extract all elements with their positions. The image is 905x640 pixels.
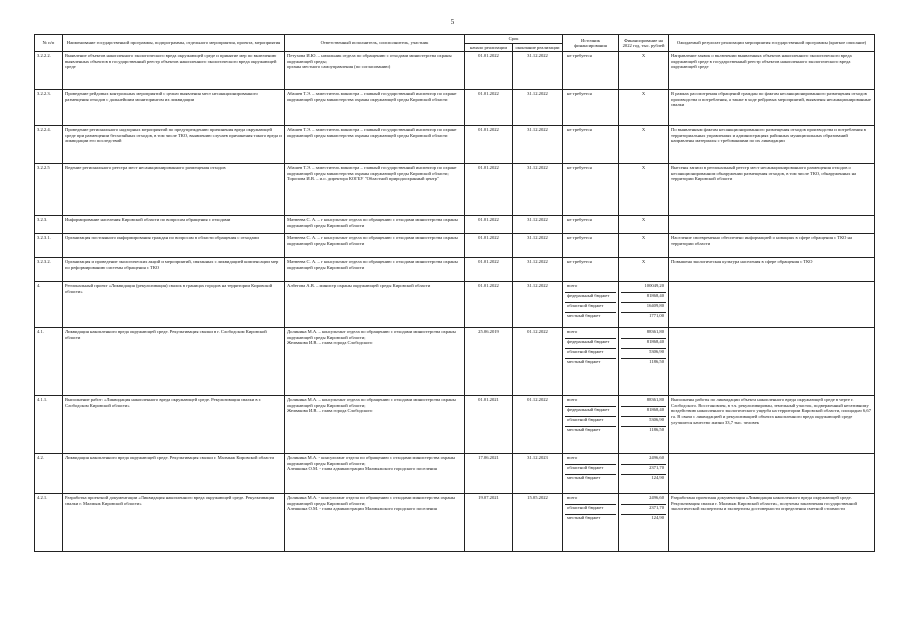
row-executor: Матвеева С. А. – г консультант отдела по обращению с отходами министерства охраны окружающей среды Кировской области — [285, 258, 465, 282]
row-name: Организация постоянного информирования граждан по вопросам в области обращения с отходами — [63, 234, 285, 258]
source-line: областной бюджет — [565, 505, 616, 515]
row-number: 3.2.2.5 — [35, 164, 63, 216]
row-number: 3.2.3.1. — [35, 234, 63, 258]
source-line: не требуется — [567, 235, 592, 241]
row-source — [563, 216, 619, 234]
row-start-date: 01.01.2021 — [465, 396, 513, 454]
amount-line: 2371,70 — [621, 505, 666, 515]
row-executor: Долинина М.А. - консультант отдела по обращению с отходами министерства охраны окружающей среды Кировской области; Алешкина О.М. - глава администрации Малмыжского городского поселения — [285, 494, 465, 552]
table-row — [35, 454, 875, 494]
row-name: Ликвидация накопленного вреда окружающей среде. Рекультивация свалки г. Малмыж Кировской области — [63, 454, 285, 494]
table-row — [35, 282, 875, 328]
row-start-date: 17.06.2021 — [465, 454, 513, 494]
source-line: не требуется — [567, 165, 592, 171]
row-name: Выполнение работ: «Ликвидация накопленного вреда окружающей среде. Рекультивация свалки в г. Слободском Кировской области» — [63, 396, 285, 454]
row-result: В рамках рассмотрения обращений граждан по фактам несанкционированного размещения отходов производства и потребления, а также в ходе рейдовых мероприятий, выявлены несанкционированные свалки — [669, 90, 875, 126]
row-start-date: 01.01.2022 — [465, 90, 513, 126]
row-source — [563, 282, 619, 328]
row-start-date: 25.06.2019 — [465, 328, 513, 396]
row-source — [563, 396, 619, 454]
source-line: не требуется — [567, 259, 592, 265]
row-amount — [619, 328, 669, 396]
header-end: окончание реализации — [513, 43, 563, 52]
row-source — [563, 494, 619, 552]
row-start-date: 01.01.2022 — [465, 164, 513, 216]
row-number: 4.2.1. — [35, 494, 63, 552]
row-executor: Петухова И.Ю. – начальник отдела по обращению с отходами министерства охраны окружающей среды; органы местного самоуправления (по согласованию) — [285, 52, 465, 90]
source-line: всего — [565, 397, 616, 407]
row-end-date: 31.12.2022 — [513, 234, 563, 258]
row-amount — [619, 494, 669, 552]
source-line: всего — [565, 329, 616, 339]
source-line: федеральный бюджет — [565, 293, 616, 303]
row-source — [563, 328, 619, 396]
row-result: Внесены записи в региональный реестр мест несанкционированного размещения отходов о несанкционированном обнаружении размещения отходов, в том числе ТКО, обнаруженных на территории Кировской области — [669, 164, 875, 216]
row-end-date: 01.12.2022 — [513, 396, 563, 454]
row-result — [669, 216, 875, 234]
source-line: местный бюджет — [567, 475, 601, 481]
row-end-date: 31.12.2022 — [513, 90, 563, 126]
table-row — [35, 396, 875, 454]
amount-line: 124,90 — [651, 475, 665, 481]
row-executor: Матвеева С. А. – г консультант отдела по обращению с отходами министерства охраны окружающей среды Кировской области — [285, 234, 465, 258]
source-line: не требуется — [567, 53, 592, 59]
amount-line: 81868,40 — [621, 339, 666, 349]
source-line: областной бюджет — [565, 417, 616, 427]
row-amount — [619, 282, 669, 328]
program-table — [34, 34, 875, 552]
row-number: 4.1.1. — [35, 396, 63, 454]
row-result: Повышена экологическая культура населения в сфере обращения с ТКО — [669, 258, 875, 282]
row-result — [669, 454, 875, 494]
header-executor: Ответственный исполнитель, соисполнитель, участник — [285, 35, 465, 52]
row-name: Выявление объектов накопленного экологического вреда окружающей среде и принятие мер по включению выявленных объектов в государственный реестр объектов накопленного экологического вреда окружающей среде — [63, 52, 285, 90]
row-number: 3.2.2.2. — [35, 52, 63, 90]
row-executor: Долинина М.А. - консультант отдела по обращению с отходами министерства охраны окружающей среды Кировской области; Алешкина О.М. - глава администрации Малмыжского городского поселения — [285, 454, 465, 494]
amount-line: Х — [641, 91, 646, 97]
amount-line: 88361,80 — [621, 329, 666, 339]
header-row — [35, 35, 875, 44]
header-result: Ожидаемый результат реализации мероприятия государственной программы (краткое описание) — [669, 35, 875, 52]
row-source — [563, 126, 619, 164]
row-start-date: 01.01.2022 — [465, 258, 513, 282]
row-start-date: 01.01.2022 — [465, 126, 513, 164]
row-source — [563, 454, 619, 494]
table-row — [35, 216, 875, 234]
table-row — [35, 90, 875, 126]
amount-line: 1186,50 — [649, 427, 665, 433]
table-row — [35, 494, 875, 552]
row-executor: Долинина М.А. – консультант отдела по обращению с отходами министерства охраны окружающей среды Кировской области; Желвакова И.В. – глава города Слободского — [285, 396, 465, 454]
row-executor: Абашев Т.Э. – заместитель министра – главный государственный инспектор по охране окружающей среды министерства охраны окружающей среды Кировской области — [285, 90, 465, 126]
amount-line: 81868,40 — [621, 293, 666, 303]
row-source — [563, 164, 619, 216]
row-number: 3.2.3. — [35, 216, 63, 234]
row-source — [563, 52, 619, 90]
header-start: начало реализации — [465, 43, 513, 52]
source-line: местный бюджет — [567, 313, 601, 319]
source-line: всего — [565, 455, 616, 465]
header-finance: Финансирование на 2022 год, тыс. рублей — [619, 35, 669, 52]
amount-line: Х — [641, 259, 646, 265]
row-number: 4.2. — [35, 454, 63, 494]
row-end-date: 15.05.2022 — [513, 494, 563, 552]
row-number: 3.2.3.2. — [35, 258, 63, 282]
row-amount — [619, 234, 669, 258]
amount-line: Х — [641, 127, 646, 133]
row-result: Разработана проектная документация «Ликвидация накопленного вреда окружающей среде. Рекультивация свалки г. Малмыж Кировской области», получены заключения государственной экологической экспертизы и экспертизы достоверности определения сметной стоимости — [669, 494, 875, 552]
row-result: Выполнены работы по ликвидации объекта накопленного вреда окружающей среде в черте г. Слободского. Восстановлен, в т.ч. рекультивирован, земельный участок, подверженный негативному воздействию накопленного экологического ущерба на территории Кировской области, площадью 6,67 га. В связи с ликвидацией и рекультивацией объекта накопленного вреда окружающей среде улучшится качество жизни 33,7 тыс. человек — [669, 396, 875, 454]
source-line: федеральный бюджет — [565, 339, 616, 349]
row-amount — [619, 52, 669, 90]
row-end-date: 31.12.2023 — [513, 454, 563, 494]
row-name: Ведение регионального реестра мест несанкционированного размещения отходов — [63, 164, 285, 216]
source-line: областной бюджет — [565, 303, 616, 313]
header-source: Источник финансирования — [563, 35, 619, 52]
row-executor: Албегова А.В. – министр охраны окружающей среды Кировской области — [285, 282, 465, 328]
amount-line: 1186,50 — [649, 359, 665, 365]
source-line: не требуется — [567, 91, 592, 97]
amount-line: Х — [641, 165, 646, 171]
row-end-date: 31.12.2022 — [513, 164, 563, 216]
row-end-date: 31.12.2022 — [513, 282, 563, 328]
table-row — [35, 126, 875, 164]
source-line: не требуется — [567, 217, 592, 223]
header-term: Срок — [465, 35, 563, 44]
row-result — [669, 282, 875, 328]
row-name: Разработка проектной документации «Ликвидация накопленного вреда окружающей среде. Рекультивация свалки г. Малмыж Кировской области» — [63, 494, 285, 552]
row-amount — [619, 258, 669, 282]
row-number: 3.2.2.4. — [35, 126, 63, 164]
row-start-date: 01.01.2022 — [465, 282, 513, 328]
amount-line: 100049,20 — [621, 283, 666, 293]
row-result — [669, 328, 875, 396]
source-line: областной бюджет — [565, 465, 616, 475]
row-executor: Абашев Т.Э. – заместитель министра – главный государственный инспектор по охране окружающей среды министерства охраны окружающей среды Кировской области; Торопова И.В. – и.о. директора КОГБУ "Областной природоохранный центр" — [285, 164, 465, 216]
row-end-date: 31.12.2022 — [513, 216, 563, 234]
amount-line: Х — [641, 217, 646, 223]
row-amount — [619, 454, 669, 494]
row-name: Организация и проведение экологических акций и мероприятий, связанных с ликвидацией компенсации мер по реформированию системы обращения с ТКО — [63, 258, 285, 282]
header-num: № п/п — [35, 35, 63, 52]
amount-line: 2496,60 — [621, 455, 666, 465]
amount-line: 16409,80 — [621, 303, 666, 313]
row-name: Ликвидация накопленного вреда окружающей среде. Рекультивация свалки в г. Слободском Кировской области — [63, 328, 285, 396]
table-row — [35, 164, 875, 216]
amount-line: 5306,90 — [621, 417, 666, 427]
amount-line: 2496,60 — [621, 495, 666, 505]
row-start-date: 19.07.2021 — [465, 494, 513, 552]
source-line: местный бюджет — [567, 515, 601, 521]
row-end-date: 31.12.2022 — [513, 126, 563, 164]
table-row — [35, 234, 875, 258]
table-row — [35, 258, 875, 282]
row-result: Население своевременно обеспечено информацией о новациях в сфере обращения с ТКО на территории области — [669, 234, 875, 258]
amount-line: 1771,00 — [649, 313, 665, 319]
row-end-date: 31.12.2022 — [513, 52, 563, 90]
source-line: местный бюджет — [567, 427, 601, 433]
header-name: Наименование государственной программы, подпрограммы, отдельного мероприятия, проекта, мероприятия — [63, 35, 285, 52]
row-executor: Абашев Т.Э. – заместитель министра – главный государственный инспектор по охране окружающей среды министерства охраны окружающей среды Кировской области — [285, 126, 465, 164]
row-result: По выявленным фактам несанкционированного размещения отходов производства и потребления в территориальных управлениях и администрациях районных муниципальных образований направлены материалы с требованиями по их ликвидации — [669, 126, 875, 164]
row-end-date: 01.12.2022 — [513, 328, 563, 396]
source-line: всего — [565, 283, 616, 293]
row-start-date: 01.01.2022 — [465, 52, 513, 90]
row-start-date: 01.01.2022 — [465, 234, 513, 258]
amount-line: 124,90 — [651, 515, 665, 521]
row-amount — [619, 164, 669, 216]
row-name: Региональный проект «Ликвидация (рекультивация) свалок в границах городов на территории Кировской области» — [63, 282, 285, 328]
row-end-date: 31.12.2022 — [513, 258, 563, 282]
row-source — [563, 258, 619, 282]
row-amount — [619, 396, 669, 454]
row-start-date: 01.01.2022 — [465, 216, 513, 234]
table-body — [35, 52, 875, 552]
table-row — [35, 52, 875, 90]
page-number: 5 — [450, 18, 455, 26]
source-line: не требуется — [567, 127, 592, 133]
amount-line: 2371,70 — [621, 465, 666, 475]
row-result: Направление заявок о включении выявленных объектов накопленного экологического вреда окружающей среде в государственный реестр объектов накопленного экологического вреда окружающей среде — [669, 52, 875, 90]
amount-line: 5306,90 — [621, 349, 666, 359]
row-number: 4. — [35, 282, 63, 328]
table-row — [35, 328, 875, 396]
row-number: 4.1. — [35, 328, 63, 396]
row-amount — [619, 126, 669, 164]
source-line: всего — [565, 495, 616, 505]
row-source — [563, 90, 619, 126]
row-executor: Долинина М.А. – консультант отдела по обращению с отходами министерства охраны окружающей среды Кировской области; Желвакова И.В. – глава города Слободского — [285, 328, 465, 396]
row-source — [563, 234, 619, 258]
row-amount — [619, 216, 669, 234]
source-line: федеральный бюджет — [565, 407, 616, 417]
amount-line: 81868,40 — [621, 407, 666, 417]
amount-line: Х — [641, 235, 646, 241]
amount-line: 88361,80 — [621, 397, 666, 407]
amount-line: Х — [641, 53, 646, 59]
row-amount — [619, 90, 669, 126]
row-executor: Матвеева С. А. – г консультант отдела по обращению с отходами министерства охраны окружающей среды Кировской области — [285, 216, 465, 234]
row-name: Проведение рейдовых контрольных мероприятий с целью выявления мест несанкционированного размещения отходов с дальнейшим мониторингом их ликвидации — [63, 90, 285, 126]
row-number: 3.2.2.3. — [35, 90, 63, 126]
source-line: областной бюджет — [565, 349, 616, 359]
row-name: Информирование населения Кировской области по вопросам обращения с отходами — [63, 216, 285, 234]
row-name: Проведение регионального надзорных мероприятий по предупреждению причинения вреда окружающей среде при размещении бесхозяйных отходов, в том числе ТКО, выявлению случаев причинения такого вреда и ликвидации его последствий — [63, 126, 285, 164]
source-line: местный бюджет — [567, 359, 601, 365]
